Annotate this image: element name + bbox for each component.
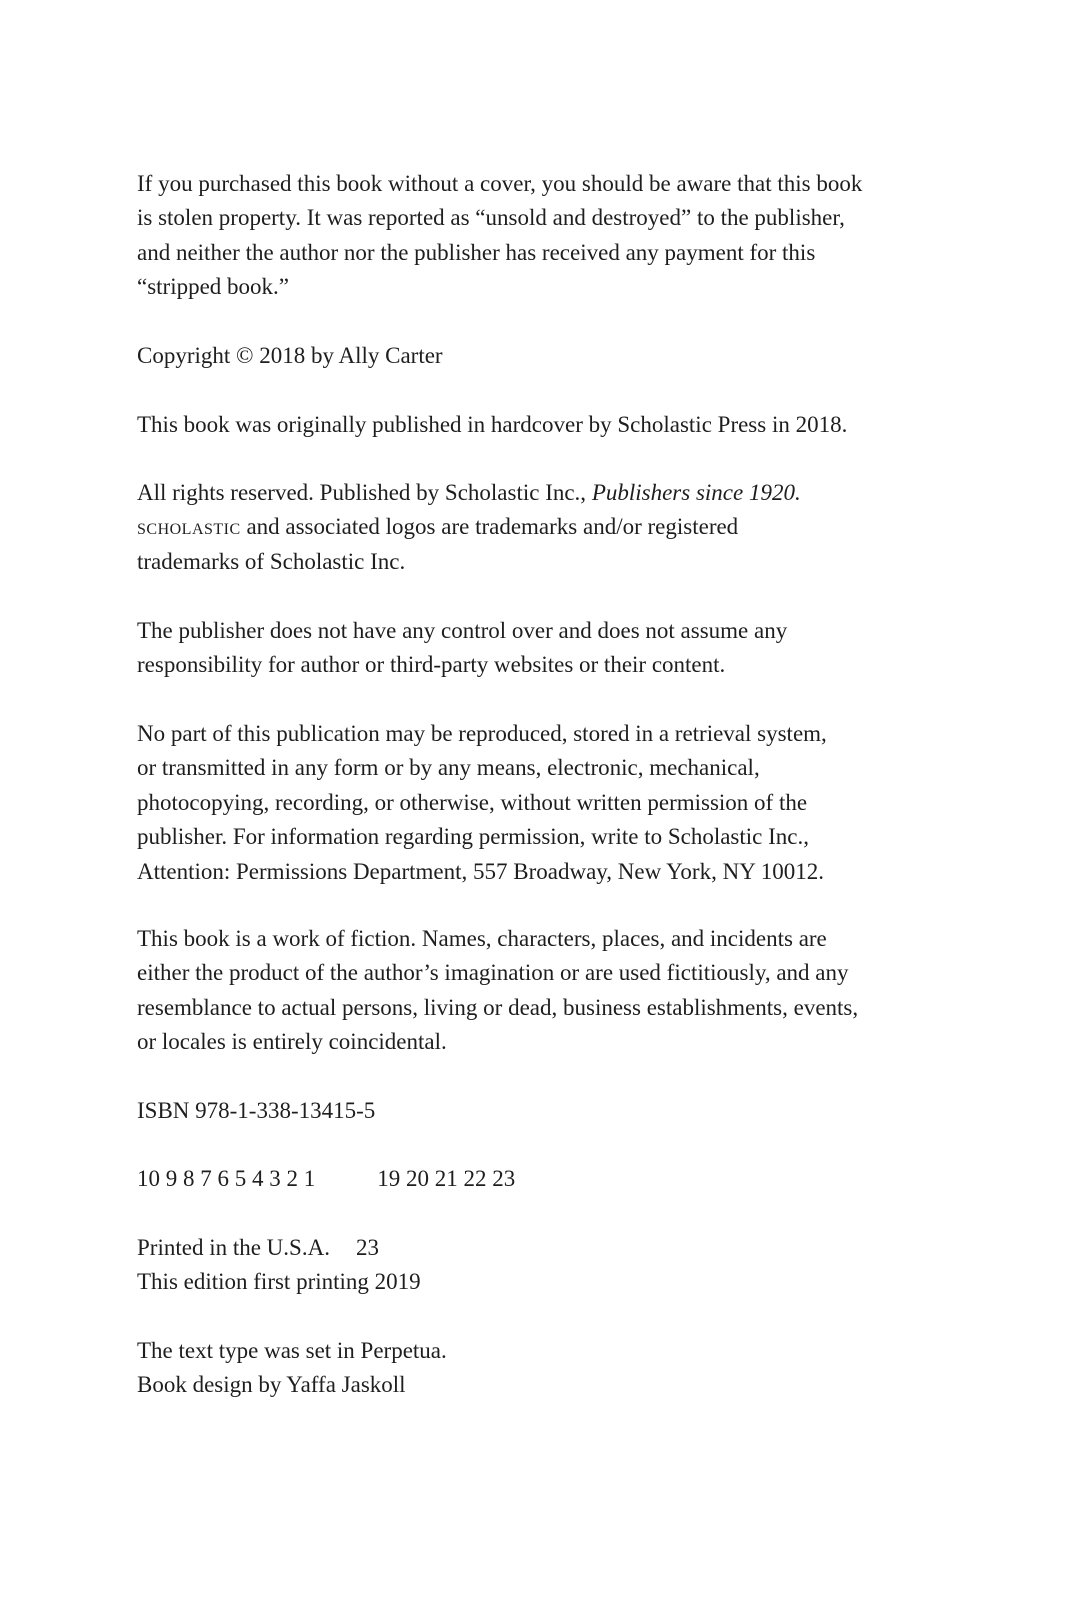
trademark-text: and associated logos are trademarks and/or registered xyxy=(240,514,739,540)
fiction-line: This book is a work of fiction. Names, characters, places, and incidents are xyxy=(137,926,827,951)
design-credits xyxy=(137,1334,937,1403)
original-publication-line: This book was originally published in hardcover by Scholastic Press in 2018. xyxy=(137,412,848,437)
edition-line: This edition first printing 2019 xyxy=(137,1269,421,1295)
trademark-owner-line: trademarks of Scholastic Inc. xyxy=(137,548,406,574)
reproduction-line: Attention: Permissions Department, 557 Broadway, New York, NY 10012. xyxy=(137,858,824,884)
printing-codes xyxy=(137,1162,937,1196)
isbn xyxy=(137,1094,937,1128)
fiction-line: either the product of the author’s imagination or are used fictitiously, and any xyxy=(137,960,849,986)
fiction-line: resemblance to actual persons, living or dead, business establishments, events, xyxy=(137,994,859,1020)
printer-code: 23 xyxy=(355,1235,379,1260)
reproduction-line: publisher. For information regarding permission, write to Scholastic Inc., xyxy=(137,824,809,850)
reproduction-notice xyxy=(137,717,937,889)
rights-statement xyxy=(137,476,937,579)
notice-line: is stolen property. It was reported as “unsold and destroyed” to the publisher, xyxy=(137,205,845,231)
fiction-disclaimer xyxy=(137,922,937,1060)
printing-code-line xyxy=(137,1162,937,1196)
notice-line: “stripped book.” xyxy=(137,274,290,300)
notice-line: If you purchased this book without a cover, you should be aware that this book xyxy=(137,171,863,196)
isbn-line: ISBN 978-1-338-13415-5 xyxy=(137,1098,376,1123)
notice-line: and neither the author nor the publisher has received any payment for this xyxy=(137,239,816,265)
printing-info xyxy=(137,1231,937,1300)
third-party-disclaimer xyxy=(137,614,937,683)
reproduction-line: photocopying, recording, or otherwise, without written permission of the xyxy=(137,789,808,815)
disclaimer-line: The publisher does not have any control over and does not assume any xyxy=(137,618,788,643)
fiction-line: or locales is entirely coincidental. xyxy=(137,1029,447,1055)
brand-name: scholastic xyxy=(137,514,241,540)
disclaimer-line: responsibility for author or third-party websites or their content. xyxy=(137,652,726,678)
printing-sequence: 10 9 8 7 6 5 4 3 2 1 xyxy=(137,1166,316,1191)
reproduction-line: or transmitted in any form or by any means, electronic, mechanical, xyxy=(137,755,760,781)
rights-text: All rights reserved. Published by Scholastic Inc., xyxy=(137,480,592,505)
reproduction-line: No part of this publication may be reproduced, stored in a retrieval system, xyxy=(137,721,827,746)
stripped-book-notice xyxy=(137,167,937,305)
trademark-line xyxy=(137,510,937,544)
designer-line: Book design by Yaffa Jaskoll xyxy=(137,1372,406,1398)
publisher-motto: Publishers since 1920. xyxy=(591,480,801,505)
printed-country: Printed in the U.S.A. xyxy=(137,1235,330,1260)
original-publication-note xyxy=(137,408,937,442)
printed-in-line xyxy=(137,1231,937,1265)
copyright-statement xyxy=(137,339,937,373)
rights-line xyxy=(137,476,937,510)
printing-years: 19 20 21 22 23 xyxy=(377,1166,516,1191)
copyright-line: Copyright © 2018 by Ally Carter xyxy=(137,343,443,368)
typeface-line: The text type was set in Perpetua. xyxy=(137,1338,447,1363)
